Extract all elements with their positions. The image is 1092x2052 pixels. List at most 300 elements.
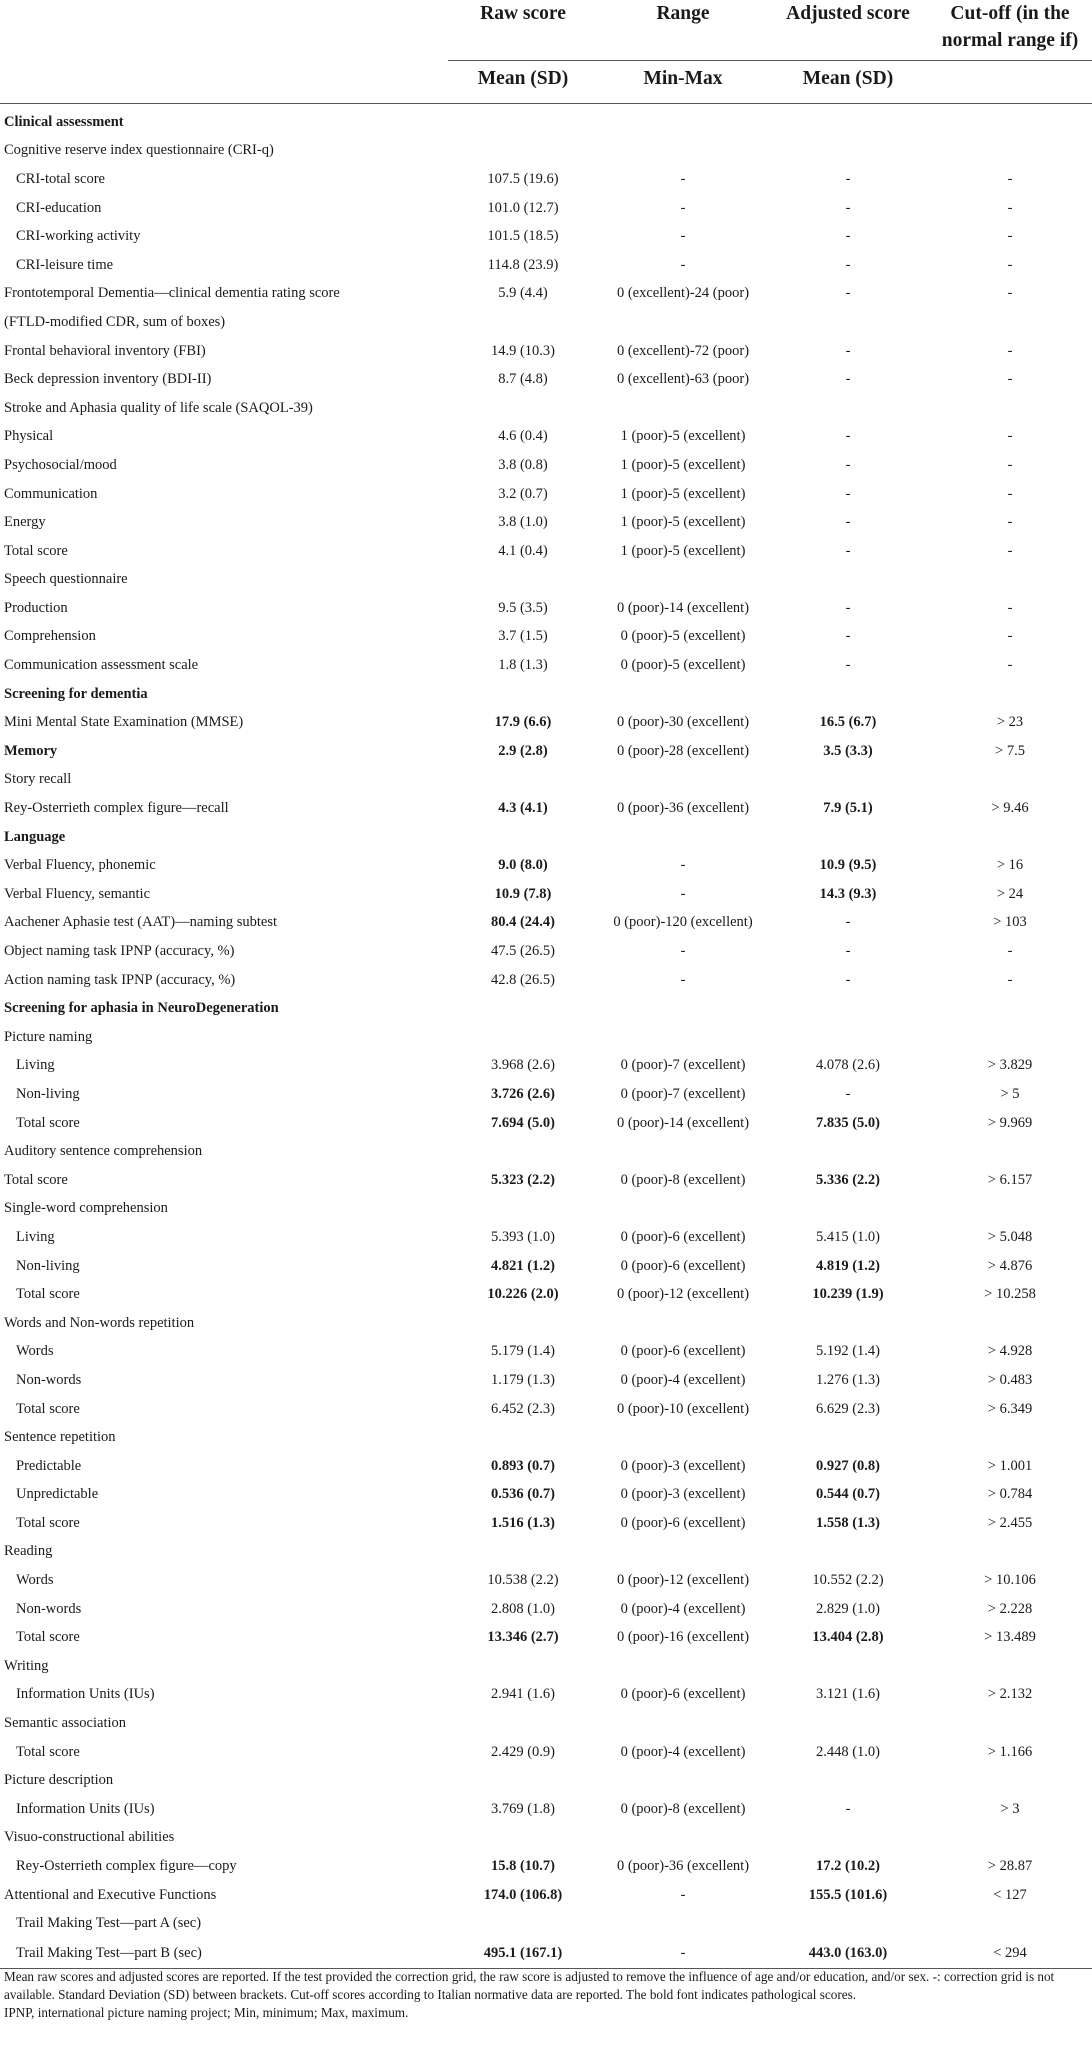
raw-score-cell xyxy=(448,1766,598,1795)
range-cell: 0 (poor)-30 (excellent) xyxy=(616,714,750,731)
subheader-adjusted-mean-sd: Mean (SD) xyxy=(768,61,928,104)
raw-score-cell: 3.7 (1.5) xyxy=(498,628,548,645)
subheader-cutoff-empty xyxy=(928,61,1092,104)
range-cell: 0 (poor)-7 (excellent) xyxy=(620,1085,746,1102)
cutoff-cell xyxy=(928,1137,1092,1166)
cutoff-cell xyxy=(928,1309,1092,1338)
table-row xyxy=(0,537,1092,566)
cutoff-cell: > 3.829 xyxy=(987,1057,1033,1074)
adjusted-score-cell xyxy=(768,1909,928,1938)
raw-score-cell: 3.2 (0.7) xyxy=(498,485,548,502)
cutoff-cell: - xyxy=(1007,342,1013,359)
table-row xyxy=(0,1109,1092,1138)
range-cell xyxy=(598,137,768,166)
row-label: Trail Making Test—part A (sec) xyxy=(16,1915,202,1932)
table-row xyxy=(0,966,1092,995)
raw-score-cell xyxy=(448,137,598,166)
header-raw-score: Raw score xyxy=(480,3,566,24)
table-row xyxy=(0,1509,1092,1538)
cutoff-cell xyxy=(928,766,1092,795)
raw-score-cell: 15.8 (10.7) xyxy=(490,1858,556,1875)
row-label: Visuo-constructional abilities xyxy=(4,1829,175,1846)
row-label: Rey-Osterrieth complex figure—recall xyxy=(4,800,229,817)
cutoff-cell: > 0.784 xyxy=(987,1486,1033,1503)
raw-score-cell: 6.452 (2.3) xyxy=(490,1400,556,1417)
raw-score-cell xyxy=(448,104,598,137)
row-label: Mini Mental State Examination (MMSE) xyxy=(4,714,244,731)
row-label: Verbal Fluency, phonemic xyxy=(4,857,156,874)
row-label: Non-words xyxy=(16,1371,82,1388)
row-label: Psychosocial/mood xyxy=(4,456,117,473)
range-cell: 0 (poor)-36 (excellent) xyxy=(616,1858,750,1875)
cutoff-cell: - xyxy=(1007,542,1013,559)
raw-score-cell: 7.694 (5.0) xyxy=(490,1114,556,1131)
raw-score-cell xyxy=(448,1652,598,1681)
adjusted-score-cell: - xyxy=(845,1800,851,1817)
table-row xyxy=(0,222,1092,251)
cutoff-cell: - xyxy=(1007,657,1013,674)
range-cell: 0 (poor)-3 (excellent) xyxy=(620,1486,746,1503)
range-cell: 0 (poor)-16 (excellent) xyxy=(616,1629,750,1646)
raw-score-cell: 114.8 (23.9) xyxy=(487,256,559,273)
adjusted-score-cell: - xyxy=(845,342,851,359)
row-label: Reading xyxy=(4,1543,53,1560)
adjusted-score-cell xyxy=(768,1709,928,1738)
subheader-raw-mean-sd: Mean (SD) xyxy=(448,61,598,104)
table-row xyxy=(0,480,1092,509)
adjusted-score-cell: - xyxy=(845,914,851,931)
table-row xyxy=(0,909,1092,938)
cutoff-cell xyxy=(928,1766,1092,1795)
range-cell: 0 (poor)-10 (excellent) xyxy=(616,1400,750,1417)
range-cell xyxy=(598,680,768,709)
cutoff-cell: > 5.048 xyxy=(987,1228,1033,1245)
table-row xyxy=(0,308,1092,337)
adjusted-score-cell: - xyxy=(845,514,851,531)
raw-score-cell: 3.8 (0.8) xyxy=(498,456,548,473)
header-cutoff: Cut-off (in the normal range if) xyxy=(941,3,1079,51)
adjusted-score-cell xyxy=(768,1195,928,1224)
group-row xyxy=(0,1766,1092,1795)
raw-score-cell: 2.9 (2.8) xyxy=(498,742,548,759)
adjusted-score-cell xyxy=(768,1137,928,1166)
range-cell xyxy=(598,994,768,1023)
cutoff-cell: > 23 xyxy=(996,714,1024,731)
group-row xyxy=(0,1709,1092,1738)
table-row xyxy=(0,280,1092,309)
adjusted-score-cell: 0.927 (0.8) xyxy=(815,1457,881,1474)
subheader-empty xyxy=(0,61,448,104)
adjusted-score-cell: 7.9 (5.1) xyxy=(823,800,873,817)
row-label: Stroke and Aphasia quality of life scale (SAQOL-39) xyxy=(4,399,313,416)
adjusted-score-cell: 16.5 (6.7) xyxy=(819,714,877,731)
row-label: Frontal behavioral inventory (FBI) xyxy=(4,342,206,359)
raw-score-cell: 13.346 (2.7) xyxy=(487,1629,559,1646)
adjusted-score-cell: 10.9 (9.5) xyxy=(819,857,877,874)
cutoff-cell: > 16 xyxy=(996,857,1024,874)
adjusted-score-cell xyxy=(768,766,928,795)
range-cell: 0 (poor)-14 (excellent) xyxy=(616,1114,750,1131)
raw-score-cell: 3.769 (1.8) xyxy=(490,1800,556,1817)
group-row xyxy=(0,1023,1092,1052)
range-cell: 1 (poor)-5 (excellent) xyxy=(620,428,746,445)
group-row xyxy=(0,1423,1092,1452)
cutoff-cell: > 24 xyxy=(996,885,1024,902)
cutoff-cell: < 294 xyxy=(928,1938,1092,1969)
table-row xyxy=(0,1166,1092,1195)
row-label: Non-words xyxy=(16,1600,82,1617)
table-row xyxy=(0,1080,1092,1109)
adjusted-score-cell xyxy=(768,1766,928,1795)
row-label: Energy xyxy=(4,514,46,531)
row-label: Picture description xyxy=(4,1772,114,1789)
cutoff-cell: > 2.228 xyxy=(987,1600,1033,1617)
range-cell: 0 (poor)-6 (excellent) xyxy=(620,1228,746,1245)
range-cell xyxy=(598,1137,768,1166)
cutoff-cell: - xyxy=(1007,514,1013,531)
footnote-abbreviations: IPNP, international picture naming project; Min, minimum; Max, maximum. xyxy=(4,2005,409,2020)
range-cell xyxy=(598,1766,768,1795)
cutoff-cell xyxy=(928,823,1092,852)
cutoff-cell: - xyxy=(1007,456,1013,473)
range-cell xyxy=(598,823,768,852)
raw-score-cell: 107.5 (19.6) xyxy=(487,170,559,187)
adjusted-score-cell: 2.448 (1.0) xyxy=(815,1743,881,1760)
range-cell: - xyxy=(680,943,686,960)
table-row xyxy=(0,1338,1092,1367)
table-row xyxy=(0,880,1092,909)
table-row xyxy=(0,1252,1092,1281)
footnote-text: Mean raw scores and adjusted scores are reported. If the test provided the correction grid, the raw score is adjusted to remove the influence of age and/or education, and/or sex. -: correction grid is not available. Standard Deviation (SD) between brackets. Cut-off scores according to Italian normative data are reported. The bold font indicates pathological scores. xyxy=(4,1969,1055,2002)
range-cell xyxy=(598,104,768,137)
raw-score-cell: 4.821 (1.2) xyxy=(490,1257,556,1274)
table-row xyxy=(0,1681,1092,1710)
cutoff-cell: > 28.87 xyxy=(987,1858,1033,1875)
raw-score-cell: 80.4 (24.4) xyxy=(490,914,556,931)
cutoff-cell xyxy=(928,1538,1092,1567)
range-cell: 0 (poor)-8 (excellent) xyxy=(620,1171,746,1188)
section-row xyxy=(0,680,1092,709)
cutoff-cell: - xyxy=(1007,256,1013,273)
row-label: Communication assessment scale xyxy=(4,657,199,674)
range-cell: 1 (poor)-5 (excellent) xyxy=(620,456,746,473)
cutoff-cell xyxy=(928,137,1092,166)
range-cell xyxy=(598,1709,768,1738)
table-row xyxy=(0,1366,1092,1395)
range-cell: 0 (poor)-28 (excellent) xyxy=(616,742,750,759)
header-range: Range xyxy=(656,3,710,24)
range-cell xyxy=(598,394,768,423)
adjusted-score-cell: 3.5 (3.3) xyxy=(823,742,873,759)
raw-score-cell: 174.0 (106.8) xyxy=(483,1886,563,1903)
cutoff-cell xyxy=(928,1909,1092,1938)
group-row xyxy=(0,1652,1092,1681)
table-row xyxy=(0,1395,1092,1424)
adjusted-score-cell: - xyxy=(845,170,851,187)
adjusted-score-cell: 5.415 (1.0) xyxy=(815,1228,881,1245)
range-cell xyxy=(598,1824,768,1853)
group-row xyxy=(0,1824,1092,1853)
raw-score-cell: 4.6 (0.4) xyxy=(498,428,548,445)
header-adjusted-score: Adjusted score xyxy=(786,3,910,24)
row-label: Production xyxy=(4,599,68,616)
adjusted-score-cell: - xyxy=(845,428,851,445)
cutoff-cell: - xyxy=(1007,199,1013,216)
cutoff-cell: > 103 xyxy=(993,914,1027,931)
section-row xyxy=(0,823,1092,852)
cutoff-cell: > 13.489 xyxy=(984,1629,1036,1646)
range-cell: 0 (poor)-14 (excellent) xyxy=(616,599,750,616)
raw-score-cell: 5.393 (1.0) xyxy=(490,1228,556,1245)
cutoff-cell: - xyxy=(1007,628,1013,645)
cutoff-cell: > 9.969 xyxy=(987,1114,1033,1131)
cutoff-cell: > 1.166 xyxy=(987,1743,1033,1760)
cutoff-cell xyxy=(928,1824,1092,1853)
row-label: Non-living xyxy=(16,1257,80,1274)
cutoff-cell: > 2.455 xyxy=(987,1514,1033,1531)
range-cell xyxy=(598,566,768,595)
adjusted-score-cell xyxy=(768,1423,928,1452)
cutoff-cell: > 4.876 xyxy=(987,1257,1033,1274)
adjusted-score-cell: 13.404 (2.8) xyxy=(812,1629,884,1646)
raw-score-cell: 9.5 (3.5) xyxy=(498,599,548,616)
raw-score-cell xyxy=(448,1423,598,1452)
range-cell: 0 (poor)-12 (excellent) xyxy=(616,1572,750,1589)
range-cell: 0 (poor)-4 (excellent) xyxy=(620,1600,746,1617)
adjusted-score-cell: 1.558 (1.3) xyxy=(815,1514,881,1531)
table-header xyxy=(0,0,1092,104)
cutoff-cell: - xyxy=(1007,371,1013,388)
range-cell: 0 (poor)-3 (excellent) xyxy=(620,1457,746,1474)
adjusted-score-cell: - xyxy=(845,1085,851,1102)
range-cell: 0 (poor)-120 (excellent) xyxy=(613,914,753,931)
range-cell xyxy=(598,766,768,795)
table-body xyxy=(0,104,1092,1969)
row-label: Total score xyxy=(16,1114,80,1131)
cutoff-cell: > 3 xyxy=(1000,1800,1020,1817)
adjusted-score-cell xyxy=(768,394,928,423)
raw-score-cell xyxy=(448,1195,598,1224)
row-label: Non-living xyxy=(16,1085,80,1102)
range-cell: 0 (poor)-5 (excellent) xyxy=(620,628,746,645)
raw-score-cell xyxy=(448,1137,598,1166)
group-row xyxy=(0,1538,1092,1567)
cutoff-cell: - xyxy=(1007,971,1013,988)
range-cell: 0 (poor)-5 (excellent) xyxy=(620,657,746,674)
adjusted-score-cell xyxy=(768,994,928,1023)
adjusted-score-cell xyxy=(768,308,928,337)
range-cell xyxy=(598,1538,768,1567)
row-label: Words xyxy=(16,1343,54,1360)
table-row xyxy=(0,794,1092,823)
subheader-range-min-max: Min-Max xyxy=(598,61,768,104)
cutoff-cell: > 7.5 xyxy=(995,742,1025,759)
row-label: Action naming task IPNP (accuracy, %) xyxy=(4,971,236,988)
row-label: Object naming task IPNP (accuracy, %) xyxy=(4,943,235,960)
row-label: Sentence repetition xyxy=(4,1429,116,1446)
table-footnote xyxy=(4,1968,1084,2022)
table-row xyxy=(0,1938,1092,1969)
raw-score-cell: 9.0 (8.0) xyxy=(498,857,548,874)
cutoff-cell xyxy=(928,1023,1092,1052)
raw-score-cell xyxy=(448,566,598,595)
cutoff-cell: > 4.928 xyxy=(987,1343,1033,1360)
adjusted-score-cell: - xyxy=(845,285,851,302)
adjusted-score-cell: - xyxy=(845,599,851,616)
row-label: CRI-working activity xyxy=(16,228,141,245)
cutoff-cell: > 6.157 xyxy=(987,1171,1033,1188)
range-cell: 0 (excellent)-72 (poor) xyxy=(616,342,750,359)
cutoff-cell: > 2.132 xyxy=(987,1686,1033,1703)
range-cell: 0 (poor)-36 (excellent) xyxy=(616,800,750,817)
row-label: Living xyxy=(16,1057,55,1074)
row-label: Information Units (IUs) xyxy=(16,1686,155,1703)
row-label: Unpredictable xyxy=(16,1486,99,1503)
range-cell: 0 (excellent)-24 (poor) xyxy=(616,285,750,302)
range-cell: - xyxy=(680,1886,686,1903)
row-label: Words and Non-words repetition xyxy=(4,1314,195,1331)
table-row xyxy=(0,623,1092,652)
adjusted-score-cell xyxy=(768,1023,928,1052)
row-label: Total score xyxy=(16,1286,80,1303)
adjusted-score-cell: 14.3 (9.3) xyxy=(819,885,877,902)
cutoff-cell xyxy=(928,308,1092,337)
raw-score-cell: 2.808 (1.0) xyxy=(490,1600,556,1617)
adjusted-score-cell: 10.552 (2.2) xyxy=(812,1572,884,1589)
cutoff-cell: > 10.106 xyxy=(984,1572,1036,1589)
adjusted-score-cell: - xyxy=(845,971,851,988)
raw-score-cell xyxy=(448,680,598,709)
cutoff-cell: - xyxy=(1007,285,1013,302)
raw-score-cell: 1.8 (1.3) xyxy=(498,657,548,674)
raw-score-cell xyxy=(448,1909,598,1938)
row-label: Screening for aphasia in NeuroDegeneration xyxy=(4,1000,279,1017)
raw-score-cell xyxy=(448,994,598,1023)
table-row xyxy=(0,337,1092,366)
range-cell xyxy=(598,1195,768,1224)
raw-score-cell: 42.8 (26.5) xyxy=(490,971,556,988)
raw-score-cell xyxy=(448,394,598,423)
adjusted-score-cell xyxy=(768,137,928,166)
table-row xyxy=(0,1223,1092,1252)
range-cell: 0 (poor)-8 (excellent) xyxy=(620,1800,746,1817)
adjusted-score-cell: 5.336 (2.2) xyxy=(815,1171,881,1188)
adjusted-score-cell xyxy=(768,1538,928,1567)
adjusted-score-cell: 4.078 (2.6) xyxy=(815,1057,881,1074)
cutoff-cell: - xyxy=(1007,228,1013,245)
raw-score-cell: 17.9 (6.6) xyxy=(494,714,552,731)
range-cell xyxy=(598,1652,768,1681)
table-row xyxy=(0,708,1092,737)
table-row xyxy=(0,365,1092,394)
raw-score-cell: 10.538 (2.2) xyxy=(487,1572,559,1589)
table-row xyxy=(0,937,1092,966)
table-row xyxy=(0,1566,1092,1595)
range-cell: - xyxy=(680,885,686,902)
cutoff-cell xyxy=(928,104,1092,137)
row-label: Language xyxy=(4,828,66,845)
table-row xyxy=(0,594,1092,623)
raw-score-cell xyxy=(448,766,598,795)
raw-score-cell: 4.1 (0.4) xyxy=(498,542,548,559)
cutoff-cell xyxy=(928,1652,1092,1681)
cutoff-cell: - xyxy=(1007,943,1013,960)
row-label: Writing xyxy=(4,1657,49,1674)
row-label: Aachener Aphasie test (AAT)—naming subtest xyxy=(4,914,278,931)
range-cell xyxy=(598,308,768,337)
group-row xyxy=(0,1195,1092,1224)
group-row xyxy=(0,1309,1092,1338)
adjusted-score-cell: 2.829 (1.0) xyxy=(815,1600,881,1617)
adjusted-score-cell: 7.835 (5.0) xyxy=(815,1114,881,1131)
row-label: Total score xyxy=(16,1743,80,1760)
adjusted-score-cell: 0.544 (0.7) xyxy=(815,1486,881,1503)
range-cell: 0 (poor)-6 (excellent) xyxy=(620,1686,746,1703)
range-cell: 0 (poor)-6 (excellent) xyxy=(620,1257,746,1274)
row-label: Total score xyxy=(16,1629,80,1646)
group-row xyxy=(0,394,1092,423)
range-cell: 0 (poor)-7 (excellent) xyxy=(620,1057,746,1074)
adjusted-score-cell xyxy=(768,1824,928,1853)
adjusted-score-cell: 17.2 (10.2) xyxy=(815,1858,881,1875)
table-row xyxy=(0,651,1092,680)
raw-score-cell xyxy=(448,1538,598,1567)
row-label: Speech questionnaire xyxy=(4,571,128,588)
raw-score-cell: 10.9 (7.8) xyxy=(494,885,552,902)
row-label: Clinical assessment xyxy=(4,113,124,130)
row-label: Total score xyxy=(4,1171,68,1188)
range-cell: 0 (excellent)-63 (poor) xyxy=(616,371,750,388)
table-row xyxy=(0,508,1092,537)
cutoff-cell: > 9.46 xyxy=(991,800,1029,817)
raw-score-cell: 101.5 (18.5) xyxy=(487,228,559,245)
row-label: Memory xyxy=(4,742,58,759)
raw-score-cell xyxy=(448,1709,598,1738)
range-cell: 0 (poor)-12 (excellent) xyxy=(616,1286,750,1303)
row-label: Predictable xyxy=(16,1457,82,1474)
adjusted-score-cell: - xyxy=(845,542,851,559)
raw-score-cell xyxy=(448,1023,598,1052)
raw-score-cell: 14.9 (10.3) xyxy=(490,342,556,359)
range-cell xyxy=(598,1909,768,1938)
table-row xyxy=(0,851,1092,880)
adjusted-score-cell: - xyxy=(845,628,851,645)
raw-score-cell: 0.536 (0.7) xyxy=(490,1486,556,1503)
row-label: Total score xyxy=(16,1400,80,1417)
raw-score-cell xyxy=(448,1309,598,1338)
group-row xyxy=(0,566,1092,595)
group-row xyxy=(0,137,1092,166)
header-empty xyxy=(0,0,448,61)
table-row xyxy=(0,1595,1092,1624)
row-label: Screening for dementia xyxy=(4,685,148,702)
cutoff-cell: > 5 xyxy=(1000,1085,1020,1102)
group-row xyxy=(0,1137,1092,1166)
row-label: CRI-total score xyxy=(16,170,105,187)
row-label: Trail Making Test—part B (sec) xyxy=(0,1938,448,1969)
range-cell: 0 (poor)-4 (excellent) xyxy=(620,1371,746,1388)
range-cell: 1 (poor)-5 (excellent) xyxy=(620,514,746,531)
range-cell xyxy=(598,1423,768,1452)
raw-score-cell: 101.0 (12.7) xyxy=(487,199,559,216)
adjusted-score-cell: - xyxy=(845,657,851,674)
cutoff-cell: > 0.483 xyxy=(987,1371,1033,1388)
cutoff-cell: > 1.001 xyxy=(987,1457,1033,1474)
row-label: Beck depression inventory (BDI-II) xyxy=(4,371,212,388)
row-label: Information Units (IUs) xyxy=(16,1800,155,1817)
table-row xyxy=(0,451,1092,480)
row-label: Communication xyxy=(4,485,98,502)
